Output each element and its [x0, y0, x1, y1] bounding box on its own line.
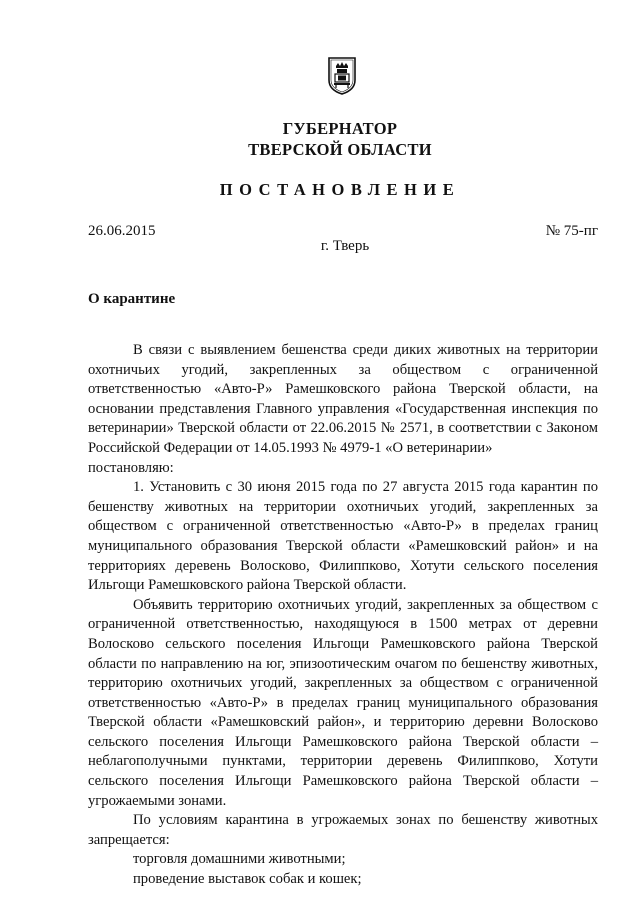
document-city: г. Тверь — [320, 238, 370, 254]
document-type-title: ПОСТАНОВЛЕНИЕ — [219, 180, 461, 199]
tver-coat-of-arms-icon — [327, 56, 357, 96]
paragraph-preamble: В связи с выявлением бешенства среди диких животных на территории охотничьих угодий, закрепленных за обществом с ограниченной ответственностью «Авто-Р» Рамешковского района Тверской области, на основании представления Главного управления «Государственная инспекция по ветеринарии» Тверской области от 22.06.2015 № 2571, в соответствии с Законом Российской Федерации от 14.05.1993 № 4979-1 «О ветеринарии» — [88, 342, 598, 456]
document-subject: О карантине — [88, 291, 176, 307]
paragraph-item-1: 1. Установить с 30 июня 2015 года по 27 августа 2015 года карантин по бешенству животных на территории охотничьих угодий, закрепленных за обществом с ограниченной ответственностью «Авто-Р» в пределах границ муниципального образования Тверской области «Рамешковский район» и на территориях деревень Волосково, Филиппково, Хотути сельского поселения Ильгощи Рамешковского района Тверской области. — [88, 479, 598, 594]
document-number: № 75-пг — [545, 223, 598, 239]
region-title: ТВЕРСКОЙ ОБЛАСТИ — [248, 140, 432, 159]
paragraph-resolve: постановляю: — [88, 459, 174, 476]
list-item: торговля домашними животными; — [133, 851, 346, 868]
document-date: 26.06.2015 — [88, 223, 156, 239]
paragraph-declaration: Объявить территорию охотничьих угодий, закрепленных за обществом с ограниченной ответственностью, находящуюся в 1500 метрах от деревни Волосково сельского поселения Ильгощи Рамешковского района Тверской области по направлению на юг, эпизоотическим очагом по бешенству животных, территорию охотничьих угодий, закрепленных за обществом с ограниченной ответственностью «Авто-Р» в пределах границ муниципального образования Тверской области «Рамешковский район», и территорию деревни Волосково сельского поселения Ильгощи Рамешковского района Тверской области – неблагополучными пунктами, территории деревень Филиппково, Хотути сельского поселения Ильгощи Рамешковского района Тверской области – угрожаемыми зонами. — [88, 596, 598, 809]
governor-title: ГУБЕРНАТОР — [282, 119, 398, 138]
list-item: проведение выставок собак и кошек; — [133, 871, 362, 888]
paragraph-quarantine-conditions: По условиям карантина в угрожаемых зонах по бешенству животных запрещается: — [88, 812, 598, 848]
document-body — [88, 341, 598, 890]
